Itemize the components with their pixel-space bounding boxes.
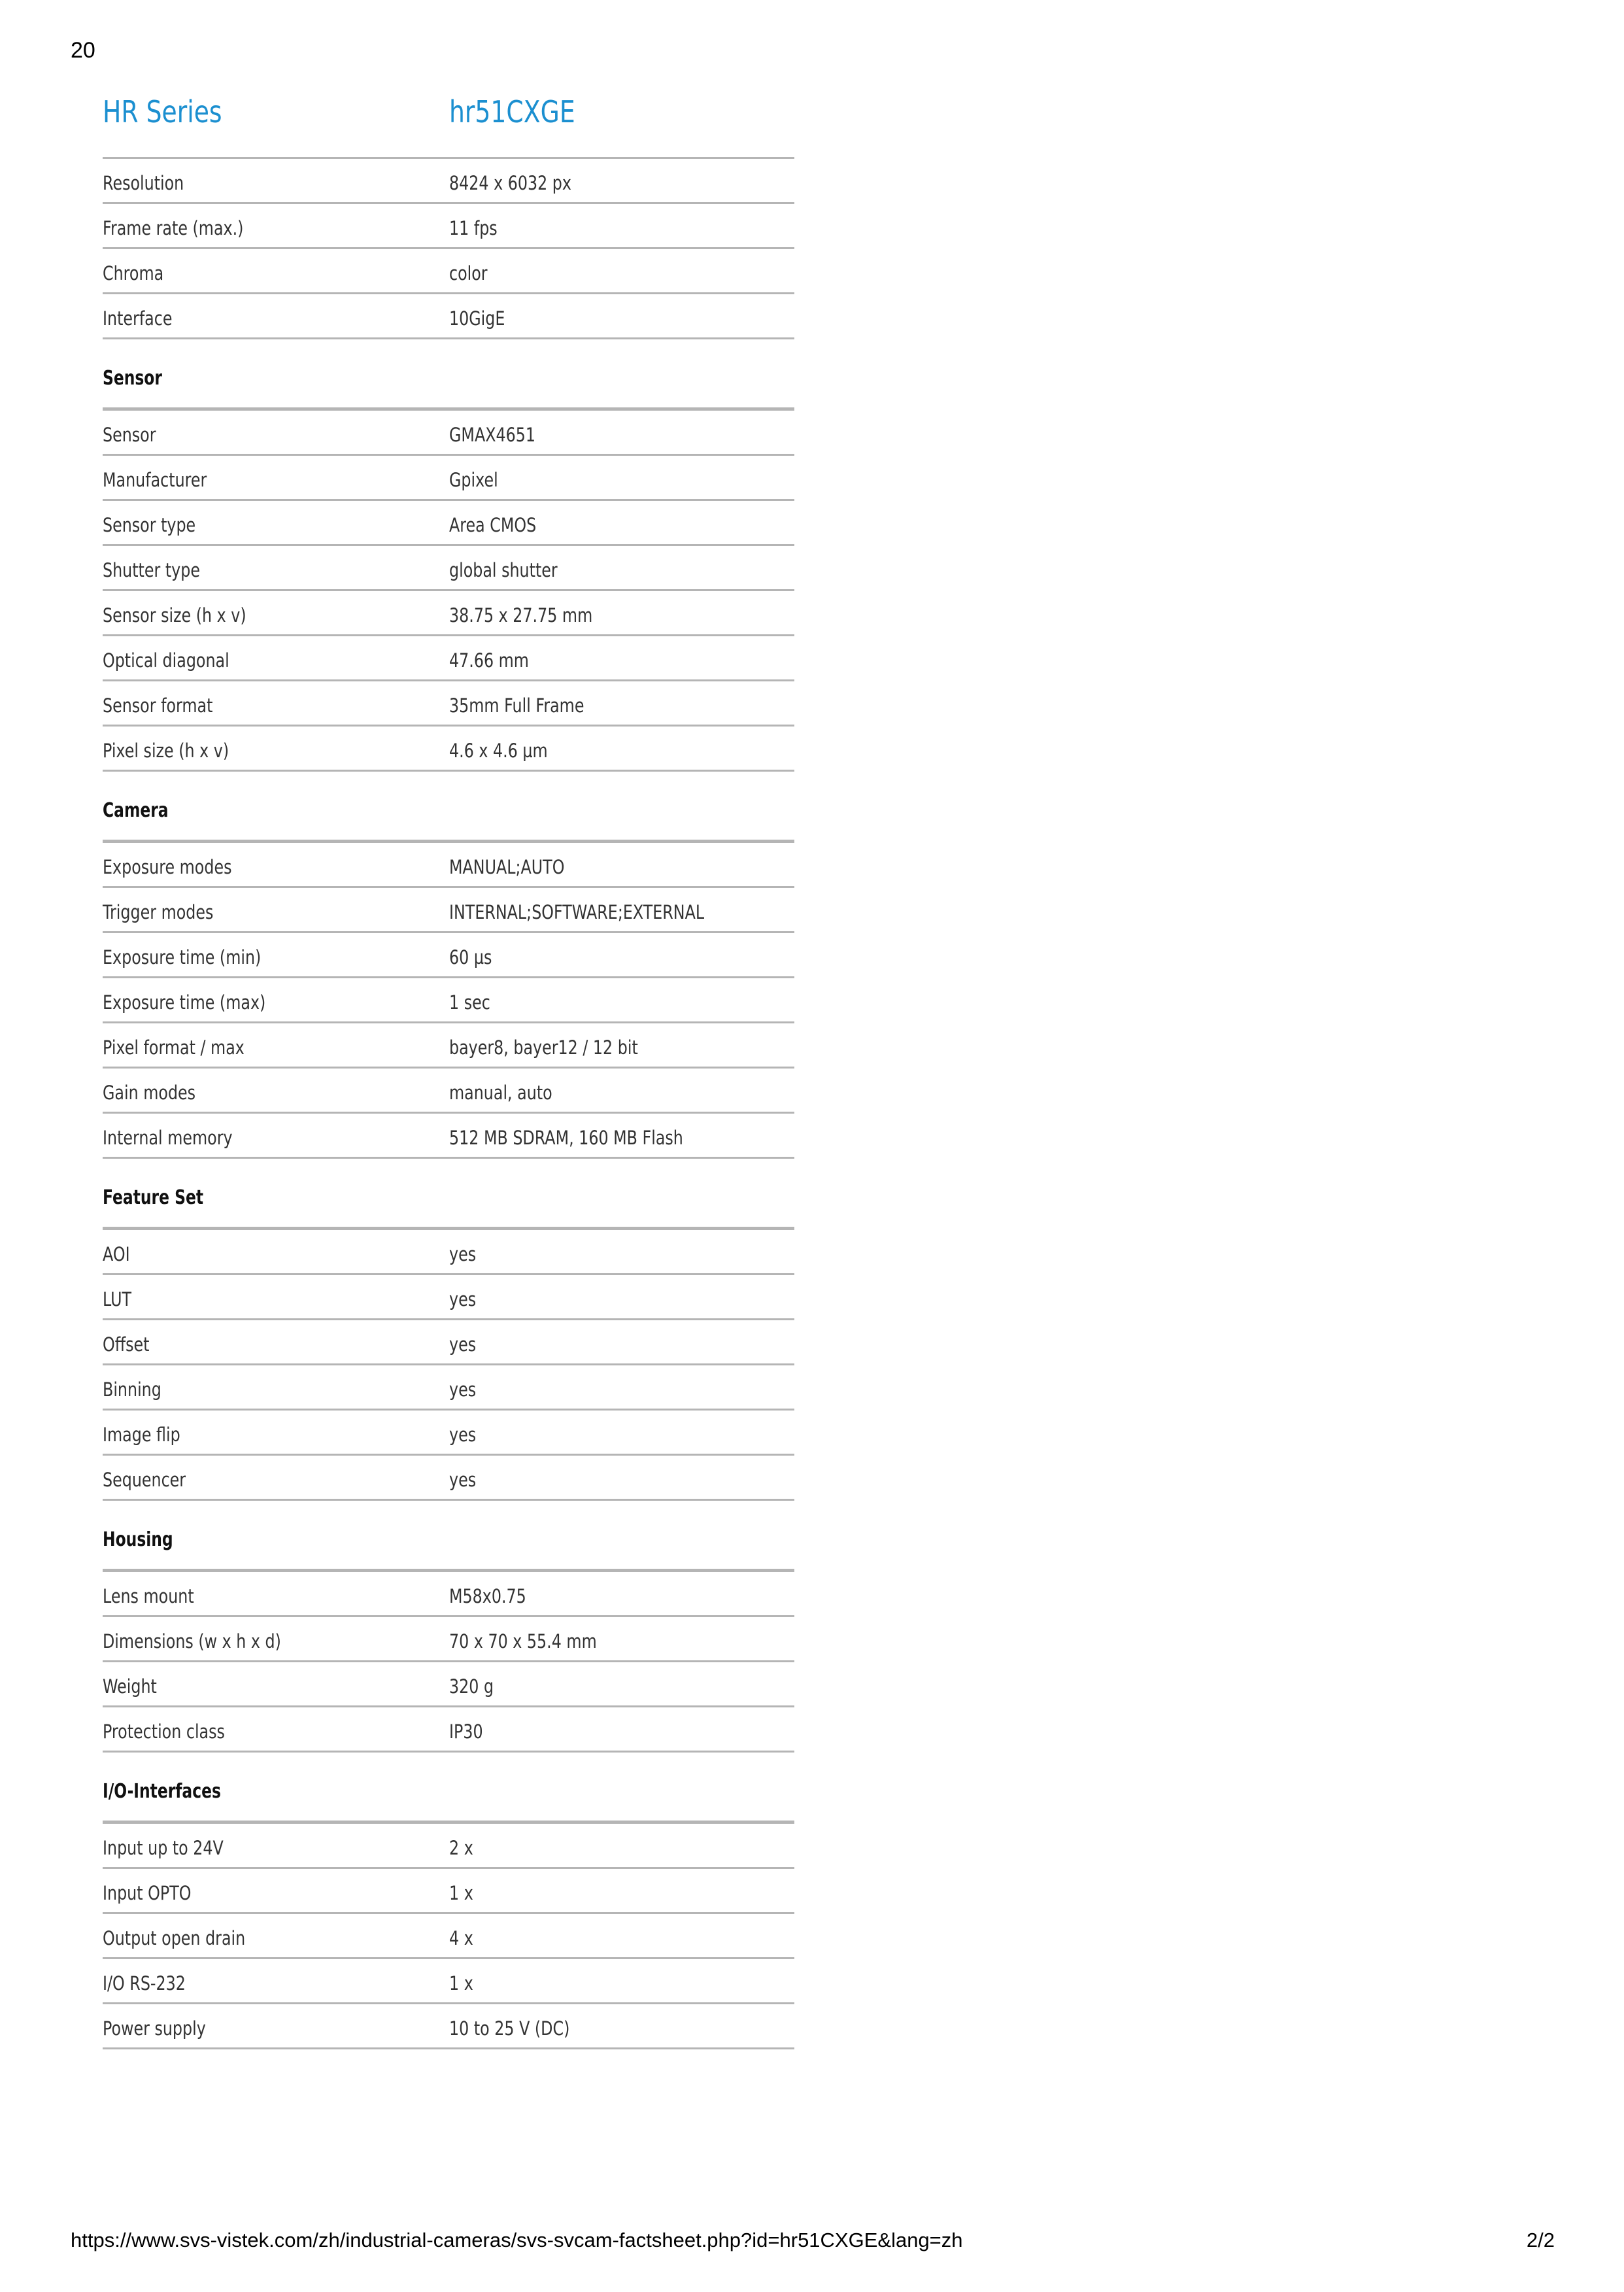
spec-value: 1 sec <box>449 991 490 1014</box>
spec-row <box>103 1914 794 1959</box>
spec-row <box>103 591 794 636</box>
spec-label: Exposure time (max) <box>103 991 266 1014</box>
spec-label: Frame rate (max.) <box>103 217 244 239</box>
spec-value: 70 x 70 x 55.4 mm <box>449 1630 597 1652</box>
spec-label: Sequencer <box>103 1469 186 1491</box>
spec-label: Exposure time (min) <box>103 946 262 968</box>
spec-label: I/O RS-232 <box>103 1972 186 1994</box>
spec-value: 10GigE <box>449 307 505 330</box>
spec-value: M58x0.75 <box>449 1585 526 1607</box>
spec-row <box>103 1959 794 2004</box>
spec-row <box>103 1275 794 1320</box>
spec-row <box>103 1456 794 1501</box>
spec-row <box>103 1365 794 1411</box>
spec-row <box>103 249 794 294</box>
spec-label: AOI <box>103 1243 130 1265</box>
spec-row <box>103 2004 794 2049</box>
spec-row <box>103 888 794 933</box>
spec-label: Lens mount <box>103 1585 194 1607</box>
spec-value: 8424 x 6032 px <box>449 172 571 194</box>
spec-row <box>103 681 794 727</box>
spec-row <box>103 411 794 456</box>
footer-page-number: 2/2 <box>1526 2229 1555 2251</box>
spec-value: yes <box>449 1378 477 1401</box>
spec-row <box>103 1869 794 1914</box>
spec-row <box>103 1320 794 1365</box>
spec-label: Sensor size (h x v) <box>103 604 246 626</box>
section-sensor <box>103 339 794 772</box>
spec-row <box>103 1824 794 1869</box>
spec-value: GMAX4651 <box>449 424 536 446</box>
page-corner-number: 20 <box>71 38 95 63</box>
spec-row <box>103 159 794 204</box>
factsheet <box>103 92 794 2049</box>
spec-row <box>103 501 794 546</box>
spec-row <box>103 1662 794 1707</box>
spec-label: Power supply <box>103 2017 206 2040</box>
spec-row <box>103 1411 794 1456</box>
general-specs <box>103 159 794 339</box>
spec-value: IP30 <box>449 1720 483 1743</box>
spec-label: Output open drain <box>103 1927 246 1949</box>
spec-value: 11 fps <box>449 217 498 239</box>
spec-row <box>103 456 794 501</box>
spec-row <box>103 294 794 339</box>
spec-value: color <box>449 262 488 284</box>
series-title: HR Series <box>103 94 222 129</box>
spec-value: 35mm Full Frame <box>449 694 584 717</box>
spec-label: Chroma <box>103 262 164 284</box>
spec-value: Area CMOS <box>449 514 537 536</box>
spec-value: 47.66 mm <box>449 649 529 672</box>
spec-label: Pixel size (h x v) <box>103 740 229 762</box>
spec-row <box>103 1069 794 1114</box>
section-title: Sensor <box>103 367 162 390</box>
spec-label: Sensor <box>103 424 156 446</box>
spec-label: Gain modes <box>103 1082 196 1104</box>
spec-row <box>103 1707 794 1753</box>
spec-value: 4.6 x 4.6 µm <box>449 740 548 762</box>
spec-value: yes <box>449 1469 477 1491</box>
spec-row <box>103 1023 794 1069</box>
spec-value: 1 x <box>449 1882 473 1904</box>
section-housing <box>103 1501 794 1753</box>
spec-value: 60 µs <box>449 946 492 968</box>
section-feature-set <box>103 1159 794 1501</box>
spec-row <box>103 1230 794 1275</box>
spec-row <box>103 546 794 591</box>
spec-value: INTERNAL;SOFTWARE;EXTERNAL <box>449 901 705 923</box>
spec-value: 1 x <box>449 1972 473 1994</box>
spec-row <box>103 843 794 888</box>
spec-label: Optical diagonal <box>103 649 229 672</box>
section-heading <box>103 772 794 843</box>
spec-row <box>103 1572 794 1617</box>
section-heading <box>103 1753 794 1824</box>
spec-label: Image flip <box>103 1424 180 1446</box>
spec-label: Resolution <box>103 172 184 194</box>
spec-label: Sensor type <box>103 514 196 536</box>
section-title: Housing <box>103 1528 173 1551</box>
spec-row <box>103 727 794 772</box>
factsheet-header <box>103 92 794 159</box>
spec-label: Internal memory <box>103 1127 233 1149</box>
section-io-interfaces <box>103 1753 794 2049</box>
section-heading <box>103 1501 794 1572</box>
spec-label: Protection class <box>103 1720 225 1743</box>
spec-value: bayer8, bayer12 / 12 bit <box>449 1036 638 1059</box>
spec-value: yes <box>449 1424 477 1446</box>
spec-label: Binning <box>103 1378 161 1401</box>
spec-label: Input OPTO <box>103 1882 192 1904</box>
spec-value: 38.75 x 27.75 mm <box>449 604 593 626</box>
spec-value: Gpixel <box>449 469 498 491</box>
spec-value: global shutter <box>449 559 558 581</box>
spec-row <box>103 636 794 681</box>
section-title: Camera <box>103 799 169 822</box>
spec-label: Weight <box>103 1675 157 1698</box>
spec-row <box>103 1114 794 1159</box>
spec-label: Dimensions (w x h x d) <box>103 1630 281 1652</box>
section-heading <box>103 339 794 411</box>
model-title: hr51CXGE <box>449 94 575 129</box>
spec-row <box>103 978 794 1023</box>
section-heading <box>103 1159 794 1230</box>
spec-label: Trigger modes <box>103 901 214 923</box>
spec-value: 320 g <box>449 1675 494 1698</box>
spec-value: MANUAL;AUTO <box>449 856 565 878</box>
spec-label: LUT <box>103 1288 131 1310</box>
spec-value: 10 to 25 V (DC) <box>449 2017 570 2040</box>
spec-value: yes <box>449 1243 477 1265</box>
footer-url[interactable]: https://www.svs-vistek.com/zh/industrial-cameras/svs-svcam-factsheet.php?id=hr51CXGE&lang=zh <box>71 2229 963 2251</box>
spec-label: Pixel format / max <box>103 1036 245 1059</box>
spec-label: Manufacturer <box>103 469 207 491</box>
spec-value: 4 x <box>449 1927 473 1949</box>
spec-label: Shutter type <box>103 559 200 581</box>
spec-row <box>103 933 794 978</box>
spec-label: Sensor format <box>103 694 213 717</box>
spec-row <box>103 204 794 249</box>
spec-value: 512 MB SDRAM, 160 MB Flash <box>449 1127 683 1149</box>
spec-value: 2 x <box>449 1837 473 1859</box>
section-title: I/O-Interfaces <box>103 1780 221 1803</box>
spec-label: Interface <box>103 307 173 330</box>
spec-row <box>103 1617 794 1662</box>
spec-label: Offset <box>103 1333 150 1356</box>
section-camera <box>103 772 794 1159</box>
spec-value: yes <box>449 1333 477 1356</box>
spec-label: Input up to 24V <box>103 1837 224 1859</box>
section-title: Feature Set <box>103 1186 204 1209</box>
spec-value: yes <box>449 1288 477 1310</box>
spec-label: Exposure modes <box>103 856 232 878</box>
spec-value: manual, auto <box>449 1082 552 1104</box>
